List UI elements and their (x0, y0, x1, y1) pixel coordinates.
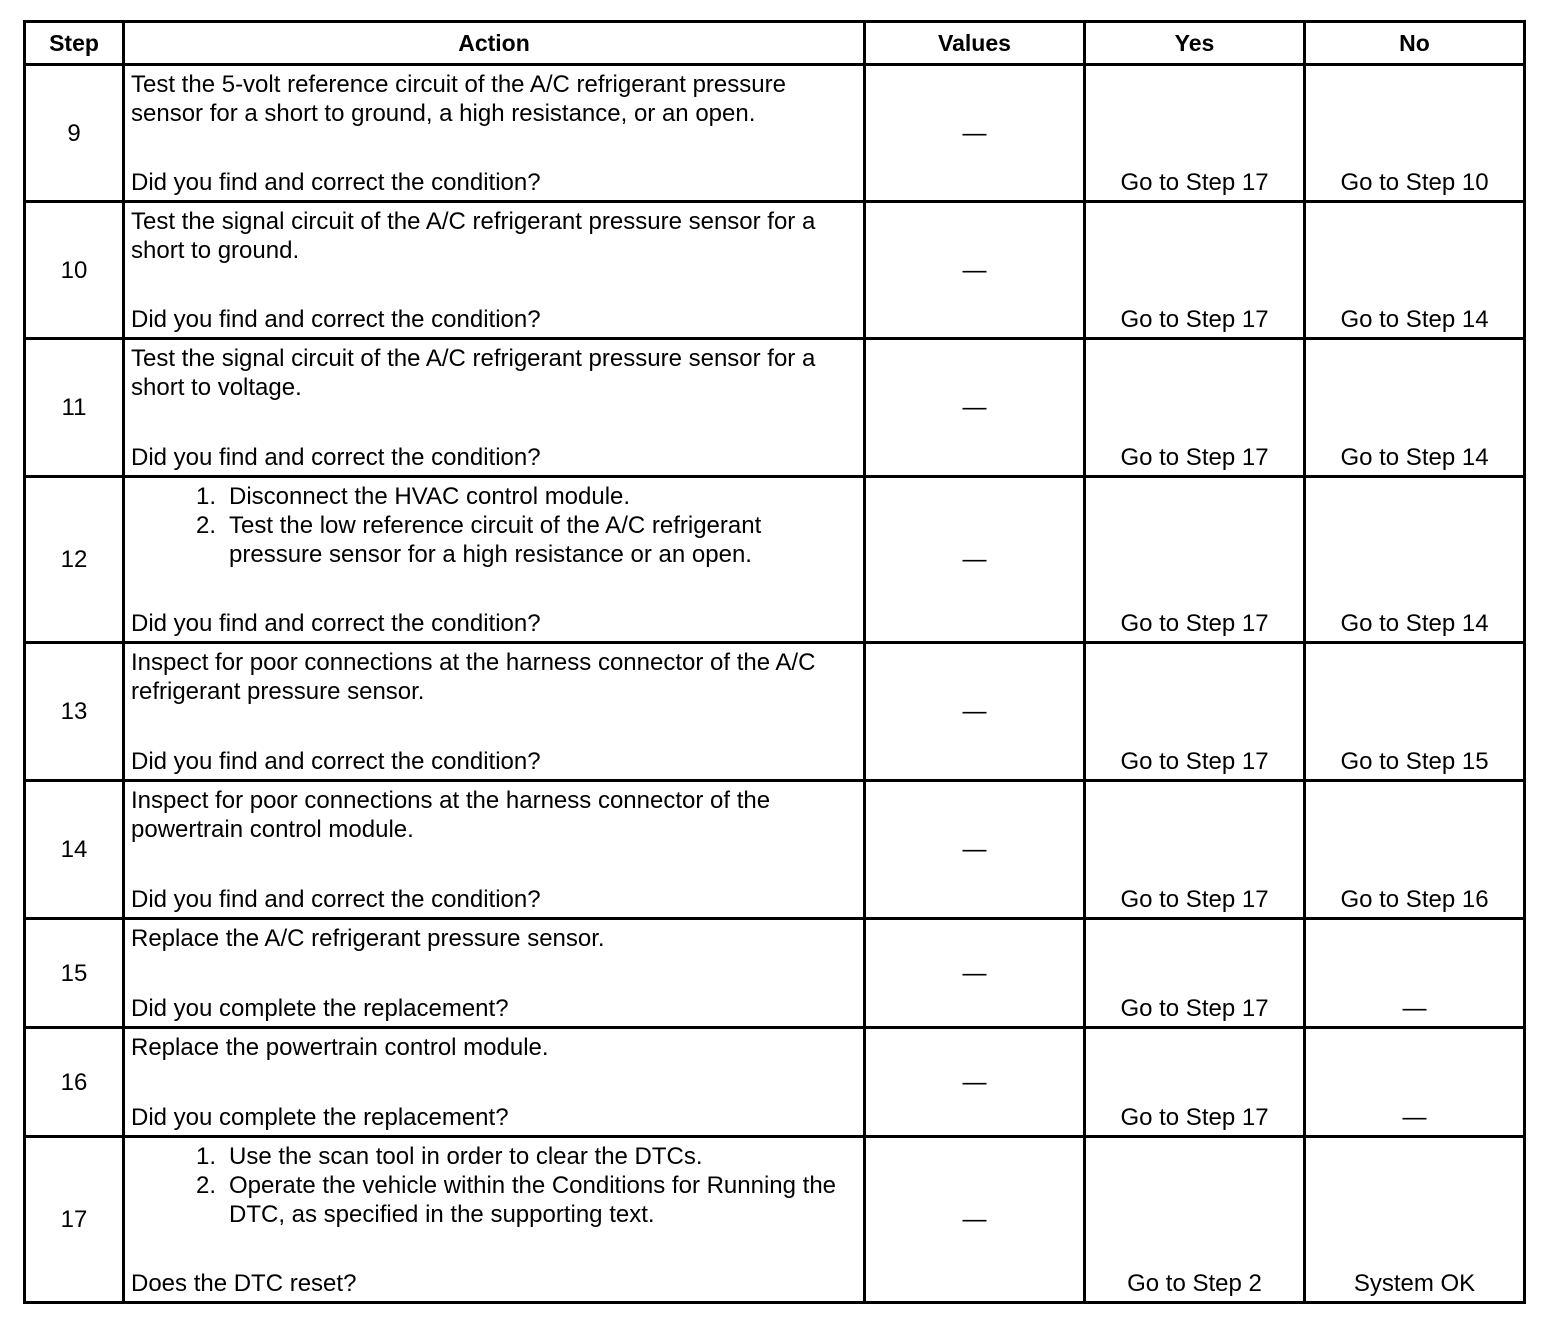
values-cell: — (866, 478, 1086, 644)
substep-number: 2. (195, 512, 216, 539)
action-instructions (131, 70, 857, 128)
step-number: 13 (26, 644, 125, 782)
values-cell: — (866, 782, 1086, 920)
substep-text: Operate the vehicle within the Conditions for Running the DTC, as specified in the supporting text. (229, 1172, 837, 1228)
action-instructions (131, 344, 857, 402)
action-text: Replace the A/C refrigerant pressure sensor. (131, 925, 605, 952)
action-substeps (131, 1142, 857, 1229)
substep-number: 2. (195, 1172, 216, 1199)
action-text: Replace the powertrain control module. (131, 1034, 549, 1061)
action-text: Inspect for poor connections at the harness connector of the powertrain control module. (131, 787, 771, 843)
header-step: Step (26, 23, 125, 66)
action-cell (125, 782, 866, 920)
no-outcome: — (1306, 920, 1523, 1029)
action-question: Did you find and correct the condition? (131, 748, 541, 775)
action-cell (125, 920, 866, 1029)
no-outcome: Go to Step 15 (1306, 644, 1523, 782)
action-cell (125, 644, 866, 782)
values-cell: — (866, 1138, 1086, 1301)
action-instructions (131, 648, 857, 706)
action-text: Inspect for poor connections at the harness connector of the A/C refrigerant pressure sensor. (131, 649, 816, 705)
step-number: 10 (26, 203, 125, 340)
yes-outcome: Go to Step 17 (1086, 478, 1306, 644)
no-outcome: Go to Step 14 (1306, 478, 1523, 644)
values-cell: — (866, 203, 1086, 340)
action-text: Test the 5-volt reference circuit of the A/C refrigerant pressure sensor for a short to ground, a high resistance, or an open. (131, 71, 786, 127)
action-substeps (131, 482, 857, 569)
yes-outcome: Go to Step 17 (1086, 644, 1306, 782)
substep-text: Test the low reference circuit of the A/C refrigerant pressure sensor for a high resistance or an open. (229, 512, 762, 568)
step-number: 16 (26, 1029, 125, 1138)
header-yes: Yes (1086, 23, 1306, 66)
no-outcome: Go to Step 14 (1306, 340, 1523, 478)
substep-number: 1. (195, 483, 216, 510)
action-cell (125, 66, 866, 203)
yes-outcome: Go to Step 17 (1086, 1029, 1306, 1138)
diagnostic-table (23, 20, 1526, 1304)
yes-outcome: Go to Step 17 (1086, 782, 1306, 920)
no-outcome: Go to Step 14 (1306, 203, 1523, 340)
values-cell: — (866, 66, 1086, 203)
action-question: Did you find and correct the condition? (131, 610, 541, 637)
no-outcome: — (1306, 1029, 1523, 1138)
action-cell (125, 203, 866, 340)
step-number: 15 (26, 920, 125, 1029)
action-instructions (131, 1142, 857, 1229)
action-instructions (131, 207, 857, 265)
step-number: 9 (26, 66, 125, 203)
values-cell: — (866, 1029, 1086, 1138)
yes-outcome: Go to Step 17 (1086, 66, 1306, 203)
step-number: 11 (26, 340, 125, 478)
header-no: No (1306, 23, 1523, 66)
no-outcome: Go to Step 10 (1306, 66, 1523, 203)
list-item (131, 1142, 857, 1171)
substep-text: Use the scan tool in order to clear the DTCs. (229, 1143, 703, 1170)
action-instructions (131, 924, 857, 953)
action-question: Did you complete the replacement? (131, 1104, 509, 1131)
action-question: Does the DTC reset? (131, 1270, 357, 1297)
step-number: 17 (26, 1138, 125, 1301)
values-cell: — (866, 644, 1086, 782)
action-text: Test the signal circuit of the A/C refrigerant pressure sensor for a short to ground. (131, 208, 816, 264)
action-question: Did you find and correct the condition? (131, 886, 541, 913)
yes-outcome: Go to Step 17 (1086, 340, 1306, 478)
step-number: 12 (26, 478, 125, 644)
action-instructions (131, 482, 857, 569)
yes-outcome: Go to Step 2 (1086, 1138, 1306, 1301)
values-cell: — (866, 340, 1086, 478)
list-item (131, 1171, 857, 1229)
header-values: Values (866, 23, 1086, 66)
yes-outcome: Go to Step 17 (1086, 203, 1306, 340)
values-cell: — (866, 920, 1086, 1029)
list-item (131, 482, 857, 511)
action-cell (125, 478, 866, 644)
action-question: Did you find and correct the condition? (131, 169, 541, 196)
substep-text: Disconnect the HVAC control module. (229, 483, 631, 510)
action-text: Test the signal circuit of the A/C refrigerant pressure sensor for a short to voltage. (131, 345, 816, 401)
action-cell (125, 340, 866, 478)
action-instructions (131, 786, 857, 844)
header-action: Action (125, 23, 866, 66)
list-item (131, 511, 857, 569)
no-outcome: System OK (1353, 1270, 1476, 1297)
step-number: 14 (26, 782, 125, 920)
action-question: Did you complete the replacement? (131, 995, 509, 1022)
yes-outcome: Go to Step 17 (1086, 920, 1306, 1029)
action-question: Did you find and correct the condition? (131, 306, 541, 333)
action-question: Did you find and correct the condition? (131, 444, 541, 471)
substep-number: 1. (195, 1143, 216, 1170)
no-outcome: Go to Step 16 (1306, 782, 1523, 920)
action-instructions (131, 1033, 857, 1062)
action-cell (125, 1138, 866, 1301)
action-cell (125, 1029, 866, 1138)
